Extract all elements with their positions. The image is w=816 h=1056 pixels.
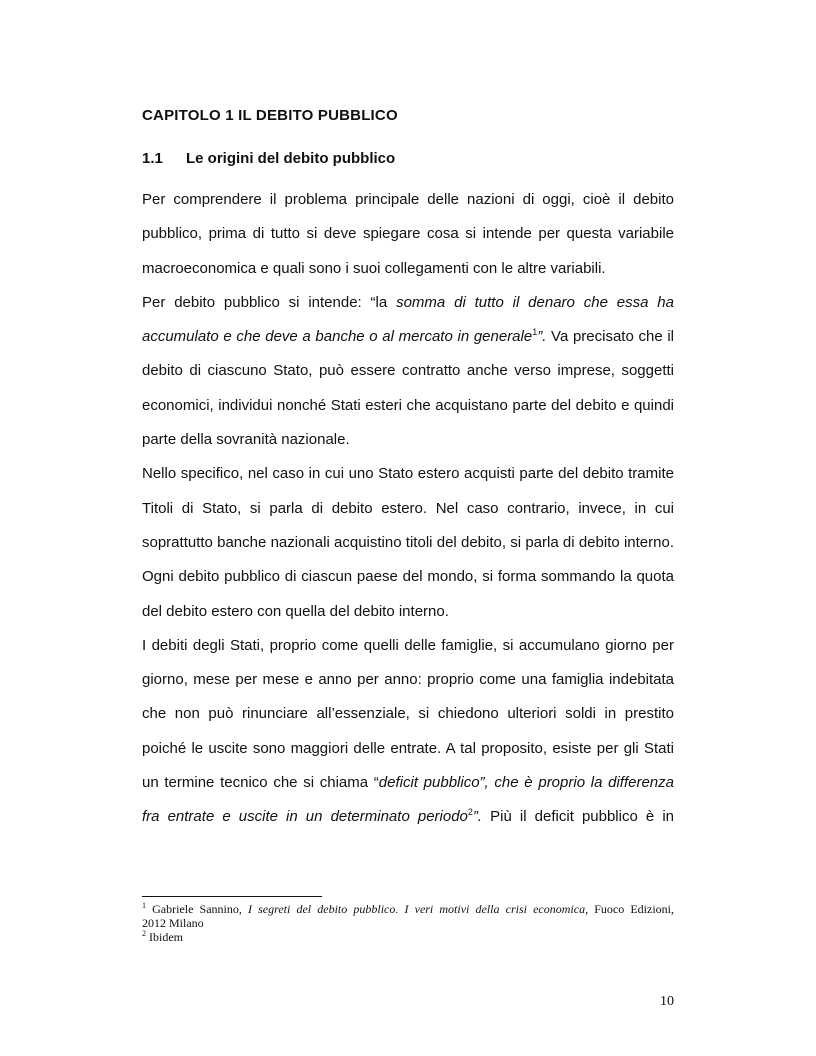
footnote-author: Gabriele Sannino, [146, 902, 249, 916]
text-line: I debiti degli Stati, proprio come quelli delle famiglie, si accumulano giorno per [142, 636, 674, 654]
footnotes [142, 902, 674, 944]
footnote-book-title: I segreti del debito pubblico. I veri motivi della crisi economica, [248, 902, 589, 916]
footnote-ref-1[interactable]: 1 [532, 327, 538, 338]
footnote-1 [142, 902, 674, 916]
text-span: Più il deficit pubblico è in [482, 808, 674, 826]
footnote-text: Ibidem [146, 930, 183, 944]
text-line [142, 323, 674, 357]
page-number: 10 [660, 994, 674, 1009]
text-line: del debito estero con quella del debito interno. [142, 602, 449, 620]
text-line: macroeconomica e quali sono i suoi collegamenti con le altre variabili. [142, 259, 606, 277]
footnote-marker: 1 [142, 901, 146, 910]
quote-close: ”. [537, 328, 547, 346]
quote-italic: deficit pubblico”, che è proprio la differenza [378, 774, 674, 792]
section-heading [142, 150, 395, 167]
text-line: debito di ciascuno Stato, può essere contratto anche verso imprese, soggetti [142, 362, 674, 380]
footnote-2 [142, 930, 674, 944]
text-line: pubblico, prima di tutto si deve spiegare cosa si intende per questa variabile [142, 225, 674, 243]
text-line [142, 289, 674, 323]
quote-italic: somma di tutto il denaro che essa ha [396, 293, 674, 311]
footnote-marker: 2 [142, 929, 146, 938]
text-line: Titoli di Stato, si parla di debito estero. Nel caso contrario, invece, in cui [142, 499, 674, 517]
text-line: Ogni debito pubblico di ciascun paese del mondo, si forma sommando la quota [142, 568, 674, 586]
text-line: economici, individui nonché Stati esteri che acquistano parte del debito e quindi [142, 396, 674, 414]
footnote-ref-2[interactable]: 2 [467, 807, 473, 818]
quote-italic: fra entrate e uscite in un determinato periodo [142, 808, 468, 826]
text-line [142, 769, 674, 803]
quote-close: ”. [472, 808, 483, 826]
section-number: 1.1 [142, 150, 163, 167]
chapter-title: CAPITOLO 1 IL DEBITO PUBBLICO [142, 107, 398, 124]
body-text [142, 186, 674, 838]
footnote-separator [142, 896, 322, 897]
text-span: un termine tecnico che si chiama “ [142, 774, 379, 792]
footnote-1-continued: 2012 Milano [142, 916, 204, 930]
text-line: giorno, mese per mese e anno per anno: proprio come una famiglia indebitata [142, 671, 674, 689]
text-span: Va precisato che il [546, 328, 674, 346]
section-title: Le origini del debito pubblico [186, 150, 396, 167]
text-line: soprattutto banche nazionali acquistino titoli del debito, si parla di debito interno. [142, 533, 674, 551]
text-line: parte della sovranità nazionale. [142, 431, 350, 449]
text-line: che non può rinunciare all’essenziale, si chiedono ulteriori soldi in prestito [142, 705, 674, 723]
text-line: poiché le uscite sono maggiori delle entrate. A tal proposito, esiste per gli Stati [142, 739, 674, 757]
text-line [142, 803, 674, 837]
text-span: Per debito pubblico si intende: “la [142, 293, 397, 311]
quote-italic: accumulato e che deve a banche o al mercato in generale [142, 328, 533, 346]
footnote-publisher: Fuoco Edizioni, [588, 902, 674, 916]
text-line: Nello specifico, nel caso in cui uno Stato estero acquisti parte del debito tramite [142, 465, 674, 483]
text-line: Per comprendere il problema principale delle nazioni di oggi, cioè il debito [142, 191, 674, 208]
